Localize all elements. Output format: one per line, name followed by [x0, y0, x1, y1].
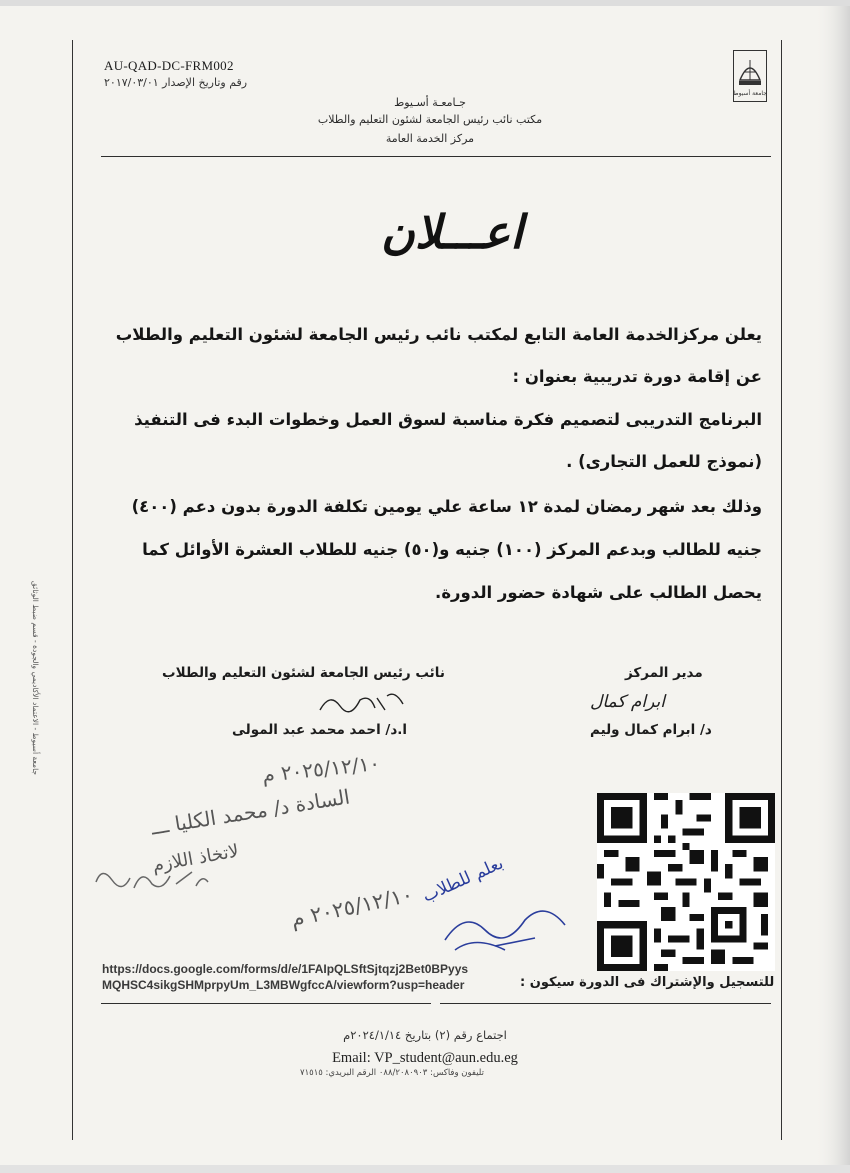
header-divider: [101, 156, 771, 157]
vice-president-name: ا.د/ احمد محمد عبد المولى: [232, 722, 408, 738]
registration-label: للتسجيل والإشتراك فى الدورة سيكون :: [520, 975, 775, 990]
side-margin-text: جامعة أسيوط - الاعتماد الأكاديمي والجودة - قسم ضبط الوثائق: [31, 580, 40, 775]
director-signature: ابرام كمال: [590, 692, 665, 712]
body-line-2: عن إقامة دورة تدريبية بعنوان :: [512, 367, 762, 386]
body-line-1: يعلن مركزالخدمة العامة التابع لمكتب نائب رئيس الجامعة لشئون التعليم والطلاب: [115, 325, 762, 344]
body-line-7: يحصل الطالب على شهادة حضور الدورة.: [435, 583, 762, 602]
handwritten-date-1: ٢٠٢٥/١٢/١٠ م: [261, 750, 382, 788]
body-line-6: جنيه للطالب وبدعم المركز (١٠٠) جنيه و(٥٠) جنيه للطلاب العشرة الأوائل كما: [142, 540, 762, 559]
handwritten-blue-note: بعلم للطلاب: [419, 853, 507, 907]
announcement-title: اعـــلان: [381, 205, 523, 259]
footer-divider-right: [440, 1003, 771, 1004]
handwritten-instruction: لاتخاذ اللازم: [150, 840, 241, 877]
registration-link-line-2[interactable]: MQHSC4sikgSHMprpyUm_L3MBWgfccA/viewform?usp=header: [102, 978, 465, 992]
qr-code-icon: [597, 793, 775, 971]
handwritten-scribble: [92, 862, 212, 900]
university-logo-icon: [733, 50, 767, 102]
vice-president-signature: [315, 688, 410, 718]
footer-divider-left: [101, 1003, 431, 1004]
center-name: مركز الخدمة العامة: [385, 132, 475, 145]
registration-link-line-1[interactable]: https://docs.google.com/forms/d/e/1FAIpQLSftSjtqzj2Bet0BPyys: [102, 962, 469, 976]
university-name: جـامعـة أسـيوط: [394, 96, 466, 109]
contact-email[interactable]: Email: VP_student@aun.edu.eg: [332, 1050, 518, 1066]
vice-president-title: نائب رئيس الجامعة لشئون التعليم والطلاب: [162, 665, 445, 681]
issue-info: رقم وتاريخ الإصدار ٢٠١٧/٠٣/٠١: [104, 76, 248, 89]
center-director-name: د/ ابرام كمال وليم: [590, 722, 712, 738]
logo-label: جامعة أسيوط: [733, 90, 767, 97]
meeting-reference: اجتماع رقم (٢) بتاريخ ٢٠٢٤/١/١٤م: [343, 1028, 507, 1042]
body-line-4: (نموذج للعمل التجارى) .: [566, 452, 762, 471]
registration-qr-code[interactable]: [597, 793, 775, 971]
body-line-3: البرنامج التدريبى لتصميم فكرة مناسبة لسوق العمل وخطوات البدء فى التنفيذ: [134, 410, 762, 429]
registration-link[interactable]: [102, 961, 468, 993]
contact-phone: تليفون وفاكس: ٠٨٨/٢٠٨٠٩٠٣ الرقم البريدي: ٧١٥١٥: [300, 1068, 484, 1078]
handwritten-date-2: ٢٠٢٥/١٢/١٠ م: [288, 882, 416, 932]
body-line-5: وذلك بعد شهر رمضان لمدة ١٢ ساعة علي يومين تكلفة الدورة بدون دعم (٤٠٠): [131, 497, 762, 516]
office-name: مكتب نائب رئيس الجامعة لشئون التعليم والطلاب: [317, 113, 543, 126]
center-director-title: مدير المركز: [625, 665, 703, 681]
form-code: AU-QAD-DC-FRM002: [104, 58, 234, 73]
blue-pen-signature: [435, 880, 585, 955]
handwritten-addressee: السادة د/ محمد الكليا ـــ: [149, 784, 352, 840]
